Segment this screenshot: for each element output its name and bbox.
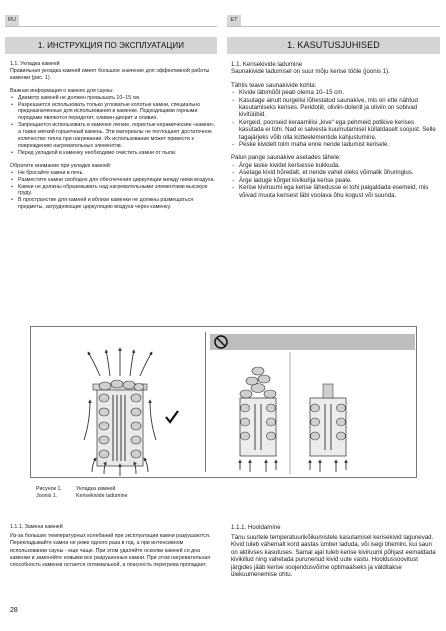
list-item: - Ärge laske kividel kerisesse kukkuda. [231,162,438,169]
list-item: • Запрещается использовать в каменке легкие, пористые керамические «камни», а также мягкий горшечный камень. Эти материалы не поглощают достаточное количество тепла при нагревании. Их использование может привести к повреждению нагревательных элементов. [10,122,216,150]
important-heading-ru: Важная информация о камнях для сауны: [10,87,114,94]
intro-ru: Правильная укладка камней имеет большое значение для эффективной работы каменки (рис. 1). [10,67,210,81]
attention-list-ru [10,170,216,211]
maintenance-text-et: Tänu suurtele temperatuurikõikumistele kasutamisel kerisekivid lagunevad. Kivid tuleb vähemalt kord aastas ümber laduda, või isegi tihemini, kui saun on aktiivses kasutuses. Samal ajal tuleb kerise kiviruumi põhjast eemaldada kivikillud ning vahetada purunenud kivid uute vastu. Hooldussoovitust järgides jääb kerise soojendusvõime optimaalseks ja välditakse ülekuumenemise ohtu. [231,533,436,578]
intro-et: Saunakivide ladumisel on suur mõju kerise tööle (joonis 1). [231,68,390,76]
maintenance-text-ru: Из-за больших температурных колебаний при эксплуатации камни разрушаются. Перекладывайте камни не реже одного раза в год, а при интенсивном использовании сауны - еще чаще. При этом удаляйте осколки камней со дна каменки и заменяйте новыми все разрушенные камни. При этом нагревательная способность каменки остается оптимальной, а опасность перегрева пропадает. [10,533,211,569]
maintenance-section-et [231,524,438,583]
language-tab-et: ET [227,15,241,26]
column-et [231,61,438,205]
list-item: - Kivide läbimõõt peab olema 10–15 cm. [231,89,438,96]
header-rule-right [227,26,440,27]
attention-heading-ru: Обратите внимание при укладке камней: [10,162,112,169]
page-number: 28 [10,607,18,614]
attention-heading-et: Palun pange saunakive asetades tähele: [231,154,341,162]
list-item: - Kerise kiviruumi ega kerise lähedusse ei tohi paigaldada esemeid, mis võivad muuta kerisest läbi voolava õhu kogust või suunda. [231,184,438,199]
header-rule-left [5,26,217,27]
maintenance-heading-ru: 1.1.1. Замена камней [10,524,63,530]
figure-frame [30,326,417,478]
maintenance-heading-et: 1.1.1. Hooldamine [231,524,281,531]
subheading-ru: 1.1. Укладка камней [10,61,60,67]
list-item: • Разместите камни свободно для обеспечения циркуляции между ними воздуха. [10,177,216,184]
list-item: - Peske kividelt tolm maha enne nende ladumist kerisele. [231,141,438,148]
figure-caption [36,486,128,500]
attention-list-et [231,162,438,199]
list-item: • Камни не должны образовывать над нагревательными элементами высокую груду. [10,184,216,198]
caption-label-et: Joonis 1. [36,493,58,500]
caption-text-et: Kerisekivide ladumine [76,493,128,500]
list-item: - Kasutage ainult nurgelisi lõhestatud saunakive, mis on ette nähtud kasutamiseks kerises. Peridotiit, oliviin-doleriit ja oliviin on sobivad kivitüübid. [231,97,438,119]
list-item: - Ärge laduge kõrget kivikuhja kerise peale. [231,177,438,184]
maintenance-section-ru [10,524,216,573]
important-list-ru [10,95,216,157]
important-heading-et: Tähtis teave saunakivide kohta: [231,81,317,89]
caption-text-ru: Укладка камней [76,486,116,492]
section-title-ru: 1. ИНСТРУКЦИЯ ПО ЭКСПЛУАТАЦИИ [5,37,217,54]
list-item: • Разрешается использовать только угловатые колотые камни, специально предназначенные для использования в каменке. Подходящими горными породами являются перидотит, оливин-диорит и оливин. [10,102,216,123]
subheading-et: 1.1. Kerisekivide ladumine [231,61,303,68]
language-tab-ru: RU [5,15,19,26]
list-item: • Не бросайте камни в печь. [10,170,216,177]
list-item: • В пространстве для камней и вблизи каменки не должны размещаться предметы, затрудняющие циркуляцию воздуха через каменку. [10,197,216,211]
list-item: - Kergeid, poorseid keraamilisi „kive“ ega pehmeid potikive kerises kasutada ei tohi. Nad ei salvesta kuumutamisel küllaldaselt soojust. Selle tagajärjeks võib olla kütteelementide kahjustumine. [231,119,438,141]
important-list-et [231,89,438,148]
list-item: • Перед укладкой в каменку необходимо очистить камни от пыли. [10,150,216,157]
list-item: - Asetage kivid hõredalt, et nende vahel oleks võimalik õhuringlus. [231,169,438,176]
figure-divider [205,332,206,472]
caption-label-ru: Рисунок 1. [36,486,62,492]
column-ru [10,61,216,217]
list-item: • Диаметр камней не должен превышать 10–15 см. [10,95,216,102]
section-title-et: 1. KASUTUSJUHISED [227,37,440,54]
